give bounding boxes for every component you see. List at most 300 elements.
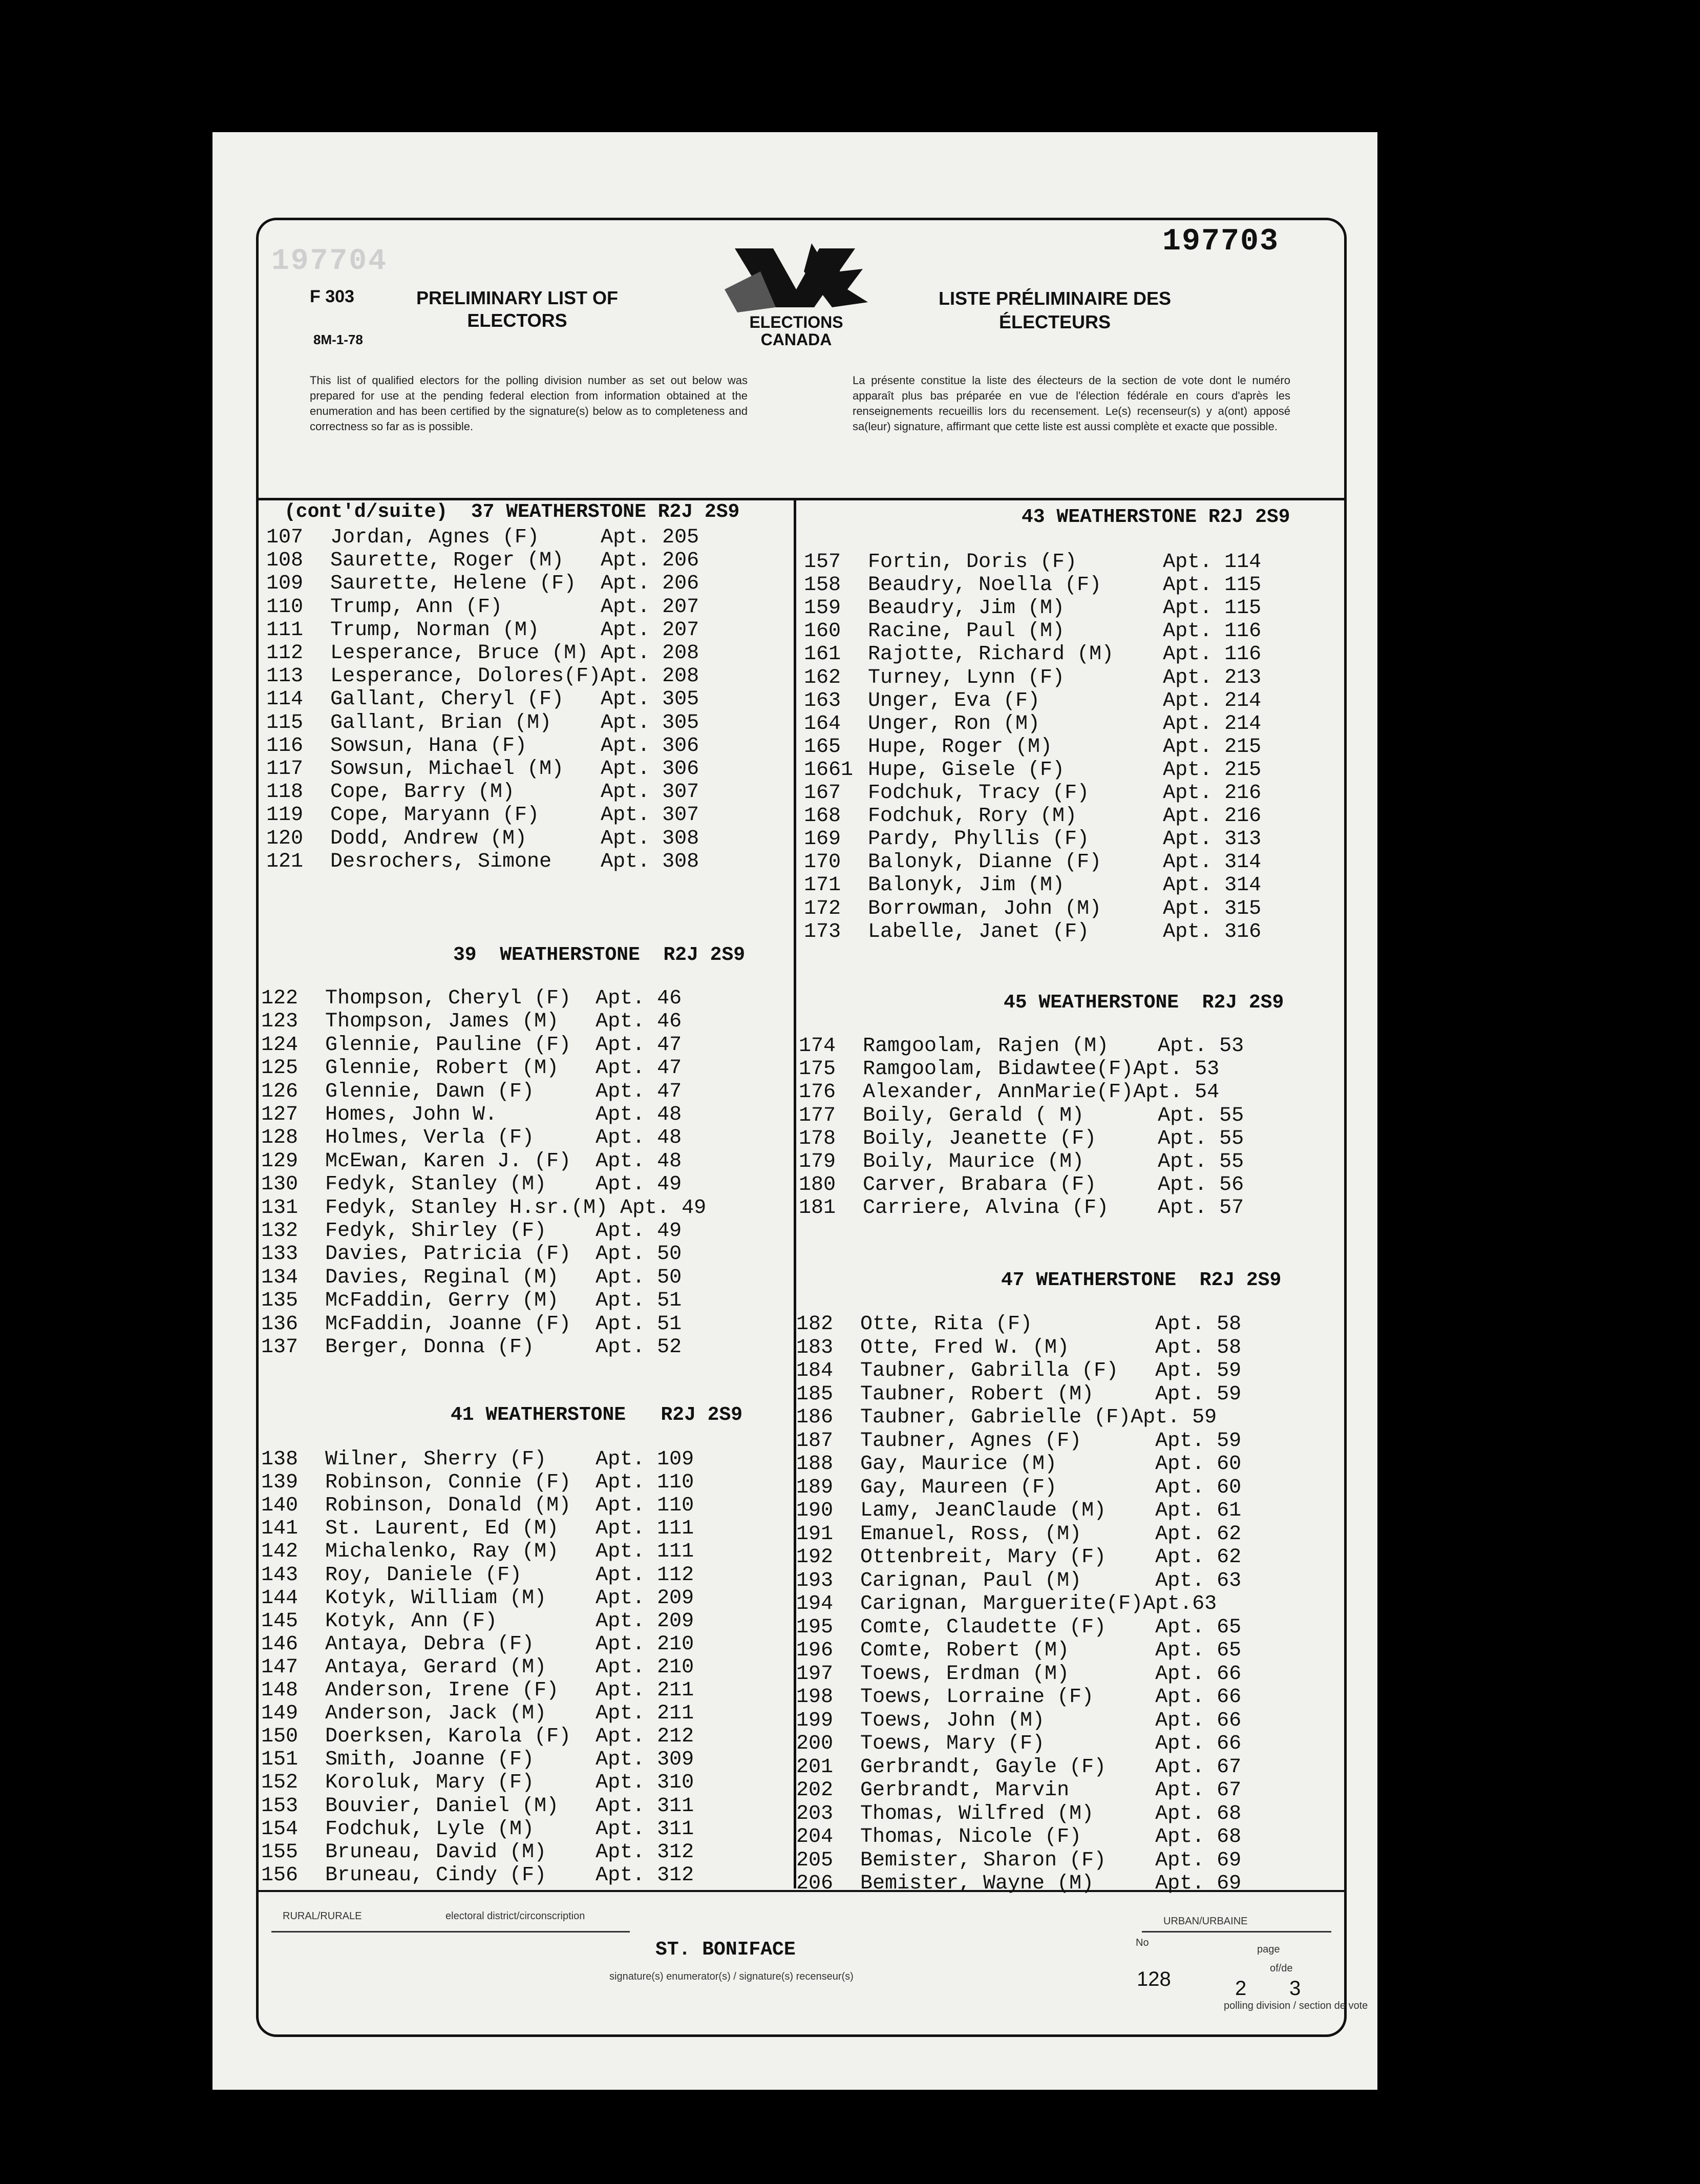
elector-number: 132 (261, 1220, 299, 1243)
elector-entry: Trump, Norman (M) Apt. 207 (330, 618, 699, 642)
elector-row (261, 1150, 682, 1173)
serial-number-ghost: 197704 (271, 245, 388, 278)
elector-entry: Balonyk, Jim (M) Apt. 314 (868, 874, 1262, 897)
elector-entry: St. Laurent, Ed (M) Apt. 111 (325, 1517, 694, 1541)
elector-number: 170 (804, 851, 841, 874)
elector-number: 161 (804, 643, 841, 666)
elector-row (261, 1471, 694, 1495)
elector-number: 179 (799, 1150, 836, 1173)
elector-entry: McFaddin, Gerry (M) Apt. 51 (325, 1289, 682, 1313)
elector-row (266, 711, 699, 735)
elector-row (804, 851, 1261, 874)
elector-row (804, 620, 1261, 643)
elector-number: 201 (796, 1755, 834, 1779)
elector-entry: Beaudry, Noella (F) Apt. 115 (868, 574, 1262, 597)
elector-entry: Thomas, Wilfred (M) Apt. 68 (860, 1802, 1242, 1825)
polling-division-number: 128 (1137, 1968, 1171, 1990)
elector-entry: Gallant, Cheryl (F) Apt. 305 (330, 688, 699, 711)
elector-entry: Jordan, Agnes (F) Apt. 205 (330, 526, 699, 549)
elector-row (266, 734, 699, 758)
elector-number: 204 (796, 1825, 834, 1849)
elector-row (261, 1702, 694, 1726)
elector-row (261, 1656, 694, 1679)
elector-number: 123 (261, 1010, 299, 1034)
elector-number: 197 (796, 1662, 834, 1686)
address-header-39: 39 WEATHERSTONE R2J 2S9 (453, 944, 746, 966)
elector-number: 157 (804, 551, 841, 574)
elector-entry: McEwan, Karen J. (F) Apt. 48 (325, 1149, 682, 1173)
address-header-41: 41 WEATHERSTONE R2J 2S9 (451, 1404, 743, 1426)
elector-row (796, 1709, 1241, 1733)
elector-entry: Thompson, James (M) Apt. 46 (325, 1010, 682, 1034)
elector-number: 199 (796, 1709, 834, 1732)
elector-number: 200 (796, 1732, 834, 1755)
elector-entry: Ottenbreit, Mary (F) Apt. 62 (860, 1546, 1242, 1569)
page-number: 2 (1235, 1977, 1247, 2000)
elector-entry: Alexander, AnnMarie(F)Apt. 54 (863, 1081, 1220, 1104)
elector-number: 156 (261, 1863, 299, 1887)
elector-entry: Thompson, Cheryl (F) Apt. 46 (325, 987, 682, 1010)
elector-row (261, 1748, 694, 1772)
elector-number: 163 (804, 689, 841, 712)
elector-row (266, 758, 699, 781)
elector-row (266, 781, 699, 804)
elector-number: 202 (796, 1779, 834, 1802)
elector-number: 171 (804, 874, 841, 897)
elector-number: 107 (266, 526, 304, 549)
elector-row (804, 666, 1261, 690)
page-label: page (1257, 1944, 1280, 1955)
elector-entry: Anderson, Irene (F) Apt. 211 (325, 1679, 694, 1702)
form-id: F 303 (310, 287, 354, 306)
elector-number: 160 (804, 620, 841, 643)
elector-entry: Ramgoolam, Rajen (M) Apt. 53 (863, 1035, 1244, 1058)
elector-row (799, 1173, 1244, 1197)
elector-entry: Turney, Lynn (F) Apt. 213 (868, 666, 1262, 689)
elector-row (796, 1663, 1241, 1686)
elector-number: 154 (261, 1817, 299, 1841)
elector-entry: Fodchuk, Rory (M) Apt. 216 (868, 805, 1262, 828)
elector-row (261, 1126, 682, 1150)
elector-number: 165 (804, 735, 841, 759)
intro-french: La présente constitue la liste des électeurs de la section de vote dont le numéro apparaît plus bas préparée en vue de l'élection fédérale en cours d'après les renseignements recueillis lors du recensement. Le(s) recenseur(s) y a(ont) apposé sa(leur) signature, affirmant que cette liste est aussi complète et exacte que possible. (853, 374, 1290, 433)
elector-row (266, 549, 699, 573)
page-total: 3 (1289, 1977, 1301, 2000)
elector-row (799, 1196, 1244, 1220)
elector-entry: Hupe, Roger (M) Apt. 215 (868, 735, 1262, 759)
elector-number: 148 (261, 1679, 299, 1702)
elector-row (804, 689, 1261, 713)
elector-row (796, 1476, 1241, 1500)
elector-number: 143 (261, 1563, 299, 1587)
polling-division-label: polling division / section de vote (1224, 2000, 1368, 2011)
elector-number: 181 (799, 1196, 836, 1220)
elector-number: 112 (266, 642, 304, 665)
elector-entry: Dodd, Andrew (M) Apt. 308 (330, 827, 699, 850)
elector-row (799, 1035, 1244, 1058)
elector-entry: Desrochers, Simone Apt. 308 (330, 850, 699, 873)
elector-number: 141 (261, 1517, 299, 1541)
elector-entry: McFaddin, Joanne (F) Apt. 51 (325, 1312, 682, 1336)
elector-entry: Saurette, Roger (M) Apt. 206 (330, 549, 699, 573)
elector-entry: Doerksen, Karola (F) Apt. 212 (325, 1725, 694, 1749)
elector-entry: Antaya, Debra (F) Apt. 210 (325, 1632, 694, 1656)
elector-row (261, 1771, 694, 1795)
elector-entry: Bemister, Sharon (F) Apt. 69 (860, 1849, 1242, 1872)
logo-text: ELECTIONS CANADA (749, 313, 843, 349)
elector-row (804, 551, 1261, 574)
elector-row (796, 1756, 1241, 1779)
elector-row (261, 1266, 682, 1290)
elector-row (804, 759, 1261, 782)
elector-number: 189 (796, 1476, 834, 1499)
elector-entry: Fortin, Doris (F) Apt. 114 (868, 551, 1262, 574)
elector-entry: Bouvier, Daniel (M) Apt. 311 (325, 1794, 694, 1818)
elector-entry: Taubner, Gabrielle (F)Apt. 59 (860, 1406, 1217, 1429)
elector-number: 135 (261, 1289, 299, 1313)
elector-row (261, 1679, 694, 1703)
footer-rule (1142, 1931, 1331, 1933)
elector-row (796, 1313, 1241, 1336)
elector-entry: Gay, Maurice (M) Apt. 60 (860, 1453, 1242, 1476)
elector-entry: Kotyk, William (M) Apt. 209 (325, 1586, 694, 1610)
elector-row (796, 1383, 1241, 1406)
elector-row (796, 1849, 1241, 1873)
elector-row (804, 736, 1261, 759)
elector-number: 190 (796, 1499, 834, 1522)
elector-number: 133 (261, 1243, 299, 1266)
elector-row (261, 1587, 694, 1610)
elector-number: 205 (796, 1849, 834, 1872)
no-label: No (1136, 1937, 1149, 1948)
elector-number: 196 (796, 1639, 834, 1662)
elector-row (804, 874, 1261, 897)
elector-entry: Beaudry, Jim (M) Apt. 115 (868, 597, 1262, 620)
elector-row (266, 572, 699, 596)
elector-entry: Davies, Reginal (M) Apt. 50 (325, 1266, 682, 1289)
elector-number: 120 (266, 827, 304, 850)
elector-number: 128 (261, 1126, 299, 1150)
signature-label: signature(s) enumerator(s) / signature(s) recenseur(s) (609, 1971, 854, 1982)
elector-row (804, 574, 1261, 597)
elector-entry: Gerbrandt, Marvin Apt. 67 (860, 1779, 1242, 1802)
elector-row (796, 1802, 1241, 1826)
elector-row (796, 1639, 1241, 1663)
elector-number: 194 (796, 1592, 834, 1615)
elector-entry: Balonyk, Dianne (F) Apt. 314 (868, 851, 1262, 874)
elector-entry: Bruneau, Cindy (F) Apt. 312 (325, 1863, 694, 1887)
elector-number: 184 (796, 1359, 834, 1382)
elector-number: 164 (804, 712, 841, 736)
elector-number: 167 (804, 782, 841, 805)
elector-number: 153 (261, 1794, 299, 1818)
elector-row (261, 1289, 682, 1313)
elector-row (261, 1010, 682, 1034)
elector-entry: Toews, Lorraine (F) Apt. 66 (860, 1686, 1242, 1709)
elector-entry: Taubner, Robert (M) Apt. 59 (860, 1382, 1242, 1406)
elector-row (261, 1173, 682, 1196)
elector-entry: Sowsun, Hana (F) Apt. 306 (330, 734, 699, 758)
elector-entry: Fodchuk, Tracy (F) Apt. 216 (868, 782, 1262, 805)
elector-entry: Trump, Ann (F) Apt. 207 (330, 595, 699, 619)
elector-entry: Otte, Fred W. (M) Apt. 58 (860, 1336, 1242, 1359)
elector-entry: Smith, Joanne (F) Apt. 309 (325, 1748, 694, 1772)
elector-row (266, 665, 699, 688)
footer-rule (271, 1931, 630, 1933)
elector-entry: Lamy, JeanClaude (M) Apt. 61 (860, 1499, 1242, 1522)
elector-entry: Toews, Erdman (M) Apt. 66 (860, 1662, 1242, 1686)
elector-number: 117 (266, 758, 304, 781)
elector-entry: Carignan, Marguerite(F)Apt.63 (860, 1592, 1217, 1615)
elector-number: 206 (796, 1872, 834, 1895)
title-french: LISTE PRÉLIMINAIRE DES ÉLECTEURS (938, 288, 1172, 332)
elector-number: 183 (796, 1336, 834, 1359)
elector-number: 195 (796, 1615, 834, 1639)
urban-label: URBAN/URBAINE (1163, 1916, 1248, 1927)
elector-entry: Carriere, Alvina (F) Apt. 57 (863, 1196, 1244, 1220)
address-header-47: 47 WEATHERSTONE R2J 2S9 (1001, 1269, 1282, 1291)
elector-number: 174 (799, 1035, 836, 1058)
address-header-43: 43 WEATHERSTONE R2J 2S9 (1022, 506, 1290, 528)
elector-row (804, 782, 1261, 805)
elector-entry: Carignan, Paul (M) Apt. 63 (860, 1569, 1242, 1592)
elector-row (796, 1872, 1241, 1896)
elector-number: 129 (261, 1149, 299, 1173)
elector-entry: Fedyk, Stanley H.sr.(M) Apt. 49 (325, 1196, 707, 1220)
elector-row (266, 688, 699, 711)
elector-entry: Boily, Gerald ( M) Apt. 55 (863, 1104, 1244, 1127)
elector-row (796, 1406, 1217, 1430)
elector-row (266, 850, 699, 874)
elector-entry: Robinson, Donald (M) Apt. 110 (325, 1494, 694, 1518)
elector-number: 149 (261, 1702, 299, 1726)
elector-number: 146 (261, 1632, 299, 1656)
elector-row (804, 897, 1261, 921)
elector-entry: Bemister, Wayne (M) Apt. 69 (860, 1872, 1242, 1895)
elector-number: 118 (266, 781, 304, 804)
elector-entry: Lesperance, Bruce (M) Apt. 208 (330, 642, 699, 665)
elector-number: 139 (261, 1471, 299, 1495)
elector-entry: Fedyk, Shirley (F) Apt. 49 (325, 1220, 682, 1243)
elector-number: 114 (266, 688, 304, 711)
elector-entry: Gay, Maureen (F) Apt. 60 (860, 1476, 1242, 1499)
elector-number: 131 (261, 1196, 299, 1220)
elector-row (799, 1104, 1244, 1128)
elector-row (796, 1779, 1241, 1802)
elector-number: 110 (266, 595, 304, 619)
elector-row (261, 1034, 682, 1057)
elector-entry: Racine, Paul (M) Apt. 116 (868, 620, 1262, 643)
elector-row (261, 1196, 706, 1220)
elector-row (796, 1336, 1241, 1360)
elector-row (804, 805, 1261, 828)
elector-number: 155 (261, 1840, 299, 1864)
elector-number: 115 (266, 711, 304, 734)
elector-number: 185 (796, 1382, 834, 1406)
elector-entry: Cope, Barry (M) Apt. 307 (330, 781, 699, 804)
elector-number: 168 (804, 805, 841, 828)
elector-number: 169 (804, 828, 841, 851)
elector-row (261, 1633, 694, 1656)
elector-row (796, 1499, 1241, 1523)
elector-entry: Fedyk, Stanley (M) Apt. 49 (325, 1173, 682, 1196)
elector-row (261, 1313, 682, 1336)
elector-row (804, 643, 1261, 666)
elector-row (799, 1150, 1244, 1174)
elector-entry: Roy, Daniele (F) Apt. 112 (325, 1563, 694, 1587)
elector-number: 113 (266, 665, 304, 688)
elector-entry: Bruneau, David (M) Apt. 312 (325, 1840, 694, 1864)
elector-entry: Koroluk, Mary (F) Apt. 310 (325, 1771, 694, 1795)
elector-number: 152 (261, 1771, 299, 1795)
elector-number: 142 (261, 1540, 299, 1564)
elector-entry: Comte, Robert (M) Apt. 65 (860, 1639, 1242, 1662)
elector-entry: Gerbrandt, Gayle (F) Apt. 67 (860, 1755, 1242, 1779)
elector-row (799, 1081, 1219, 1104)
elector-entry: Homes, John W. Apt. 48 (325, 1103, 682, 1126)
elector-number: 173 (804, 920, 841, 943)
elector-number: 121 (266, 850, 304, 873)
elector-entry: Michalenko, Ray (M) Apt. 111 (325, 1540, 694, 1564)
elector-entry: Boily, Jeanette (F) Apt. 55 (863, 1127, 1244, 1150)
elector-entry: Kotyk, Ann (F) Apt. 209 (325, 1609, 694, 1633)
elector-entry: Thomas, Nicole (F) Apt. 68 (860, 1825, 1242, 1849)
elector-entry: Saurette, Helene (F) Apt. 206 (330, 572, 699, 596)
title-english: PRELIMINARY LIST OF ELECTORS (416, 287, 618, 331)
elector-row (796, 1616, 1241, 1640)
elector-entry: Wilner, Sherry (F) Apt. 109 (325, 1448, 694, 1471)
elector-entry: Davies, Patricia (F) Apt. 50 (325, 1243, 682, 1266)
elector-number: 182 (796, 1313, 834, 1336)
elector-entry: Robinson, Connie (F) Apt. 110 (325, 1471, 694, 1495)
elector-row (261, 1057, 682, 1080)
rural-label: RURAL/RURALE (283, 1910, 362, 1922)
elector-row (266, 526, 699, 550)
elector-number: 108 (266, 549, 304, 573)
elector-row (796, 1430, 1241, 1453)
elector-number: 193 (796, 1569, 834, 1592)
elector-row (799, 1127, 1244, 1151)
elector-number: 127 (261, 1103, 299, 1126)
elector-number: 138 (261, 1448, 299, 1471)
elector-entry: Anderson, Jack (M) Apt. 211 (325, 1702, 694, 1726)
elector-row (261, 987, 682, 1011)
elector-row (261, 1336, 682, 1359)
elector-row (796, 1732, 1241, 1756)
elector-entry: Fodchuk, Lyle (M) Apt. 311 (325, 1817, 694, 1841)
of-label: of/de (1270, 1963, 1293, 1974)
elector-entry: Glennie, Robert (M) Apt. 47 (325, 1057, 682, 1080)
elector-number: 186 (796, 1406, 834, 1429)
elector-entry: Sowsun, Michael (M) Apt. 306 (330, 758, 699, 781)
elector-entry: Holmes, Verla (F) Apt. 48 (325, 1126, 682, 1150)
district-label: electoral district/circonscription (445, 1910, 585, 1922)
elector-number: 187 (796, 1429, 834, 1453)
elector-row (261, 1243, 682, 1266)
elector-entry: Emanuel, Ross, (M) Apt. 62 (860, 1522, 1242, 1546)
elector-row (796, 1686, 1241, 1709)
elector-entry: Rajotte, Richard (M) Apt. 116 (868, 643, 1262, 666)
elector-entry: Labelle, Janet (F) Apt. 316 (868, 920, 1262, 943)
elector-row (261, 1864, 694, 1887)
elector-entry: Ramgoolam, Bidawtee(F)Apt. 53 (863, 1058, 1220, 1081)
address-header-37: (cont'd/suite) 37 WEATHERSTONE R2J 2S9 (284, 501, 740, 523)
elector-entry: Cope, Maryann (F) Apt. 307 (330, 804, 699, 827)
elector-row (261, 1725, 694, 1749)
elector-number: 111 (266, 618, 304, 642)
elector-entry: Lesperance, Dolores(F)Apt. 208 (330, 665, 699, 688)
elector-row (266, 827, 699, 851)
elector-entry: Toews, John (M) Apt. 66 (860, 1709, 1242, 1732)
elector-row (266, 619, 699, 642)
elector-entry: Unger, Eva (F) Apt. 214 (868, 689, 1262, 712)
elector-entry: Antaya, Gerard (M) Apt. 210 (325, 1655, 694, 1679)
elector-row (804, 597, 1261, 620)
elector-number: 162 (804, 666, 841, 689)
elector-row (804, 920, 1261, 944)
elector-number: 119 (266, 804, 304, 827)
elector-number: 198 (796, 1686, 834, 1709)
elector-entry: Unger, Ron (M) Apt. 214 (868, 712, 1262, 736)
elector-number: 203 (796, 1802, 834, 1825)
elector-row (796, 1453, 1241, 1476)
address-header-45: 45 WEATHERSTONE R2J 2S9 (1004, 992, 1284, 1014)
elector-row (261, 1564, 694, 1587)
elector-entry: Otte, Rita (F) Apt. 58 (860, 1313, 1242, 1336)
elector-entry: Borrowman, John (M) Apt. 315 (868, 897, 1262, 920)
elector-number: 151 (261, 1748, 299, 1772)
elector-number: 180 (799, 1173, 836, 1197)
elector-number: 134 (261, 1266, 299, 1289)
elector-row (796, 1523, 1241, 1546)
elector-number: 188 (796, 1453, 834, 1476)
elector-number: 158 (804, 574, 841, 597)
elector-number: 191 (796, 1522, 834, 1546)
elector-number: 1661 (804, 758, 854, 782)
elector-row (804, 712, 1261, 736)
elector-number: 159 (804, 597, 841, 620)
elector-entry: Gallant, Brian (M) Apt. 305 (330, 711, 699, 734)
elector-entry: Glennie, Dawn (F) Apt. 47 (325, 1080, 682, 1103)
elector-row (799, 1058, 1219, 1081)
elector-row (796, 1359, 1241, 1383)
elector-entry: Glennie, Pauline (F) Apt. 47 (325, 1033, 682, 1057)
elector-number: 116 (266, 734, 304, 758)
elector-number: 150 (261, 1725, 299, 1749)
elector-row (261, 1610, 694, 1633)
elector-row (266, 642, 699, 665)
elector-entry: Boily, Maurice (M) Apt. 55 (863, 1150, 1244, 1173)
elector-entry: Hupe, Gisele (F) Apt. 215 (868, 758, 1262, 782)
elector-row (261, 1494, 694, 1518)
elector-row (261, 1540, 694, 1564)
elector-row (261, 1841, 694, 1864)
elector-number: 175 (799, 1058, 836, 1081)
elector-entry: Taubner, Agnes (F) Apt. 59 (860, 1429, 1242, 1453)
elector-number: 147 (261, 1655, 299, 1679)
serial-number: 197703 (1162, 224, 1280, 259)
elector-row (804, 828, 1261, 851)
elector-row (261, 1818, 694, 1841)
elector-number: 145 (261, 1609, 299, 1633)
elector-number: 140 (261, 1494, 299, 1518)
elector-entry: Comte, Claudette (F) Apt. 65 (860, 1615, 1242, 1639)
elector-row (261, 1103, 682, 1127)
elector-entry: Berger, Donna (F) Apt. 52 (325, 1336, 682, 1359)
elector-number: 192 (796, 1546, 834, 1569)
elector-entry: Pardy, Phyllis (F) Apt. 313 (868, 828, 1262, 851)
elector-entry: Toews, Mary (F) Apt. 66 (860, 1732, 1242, 1755)
